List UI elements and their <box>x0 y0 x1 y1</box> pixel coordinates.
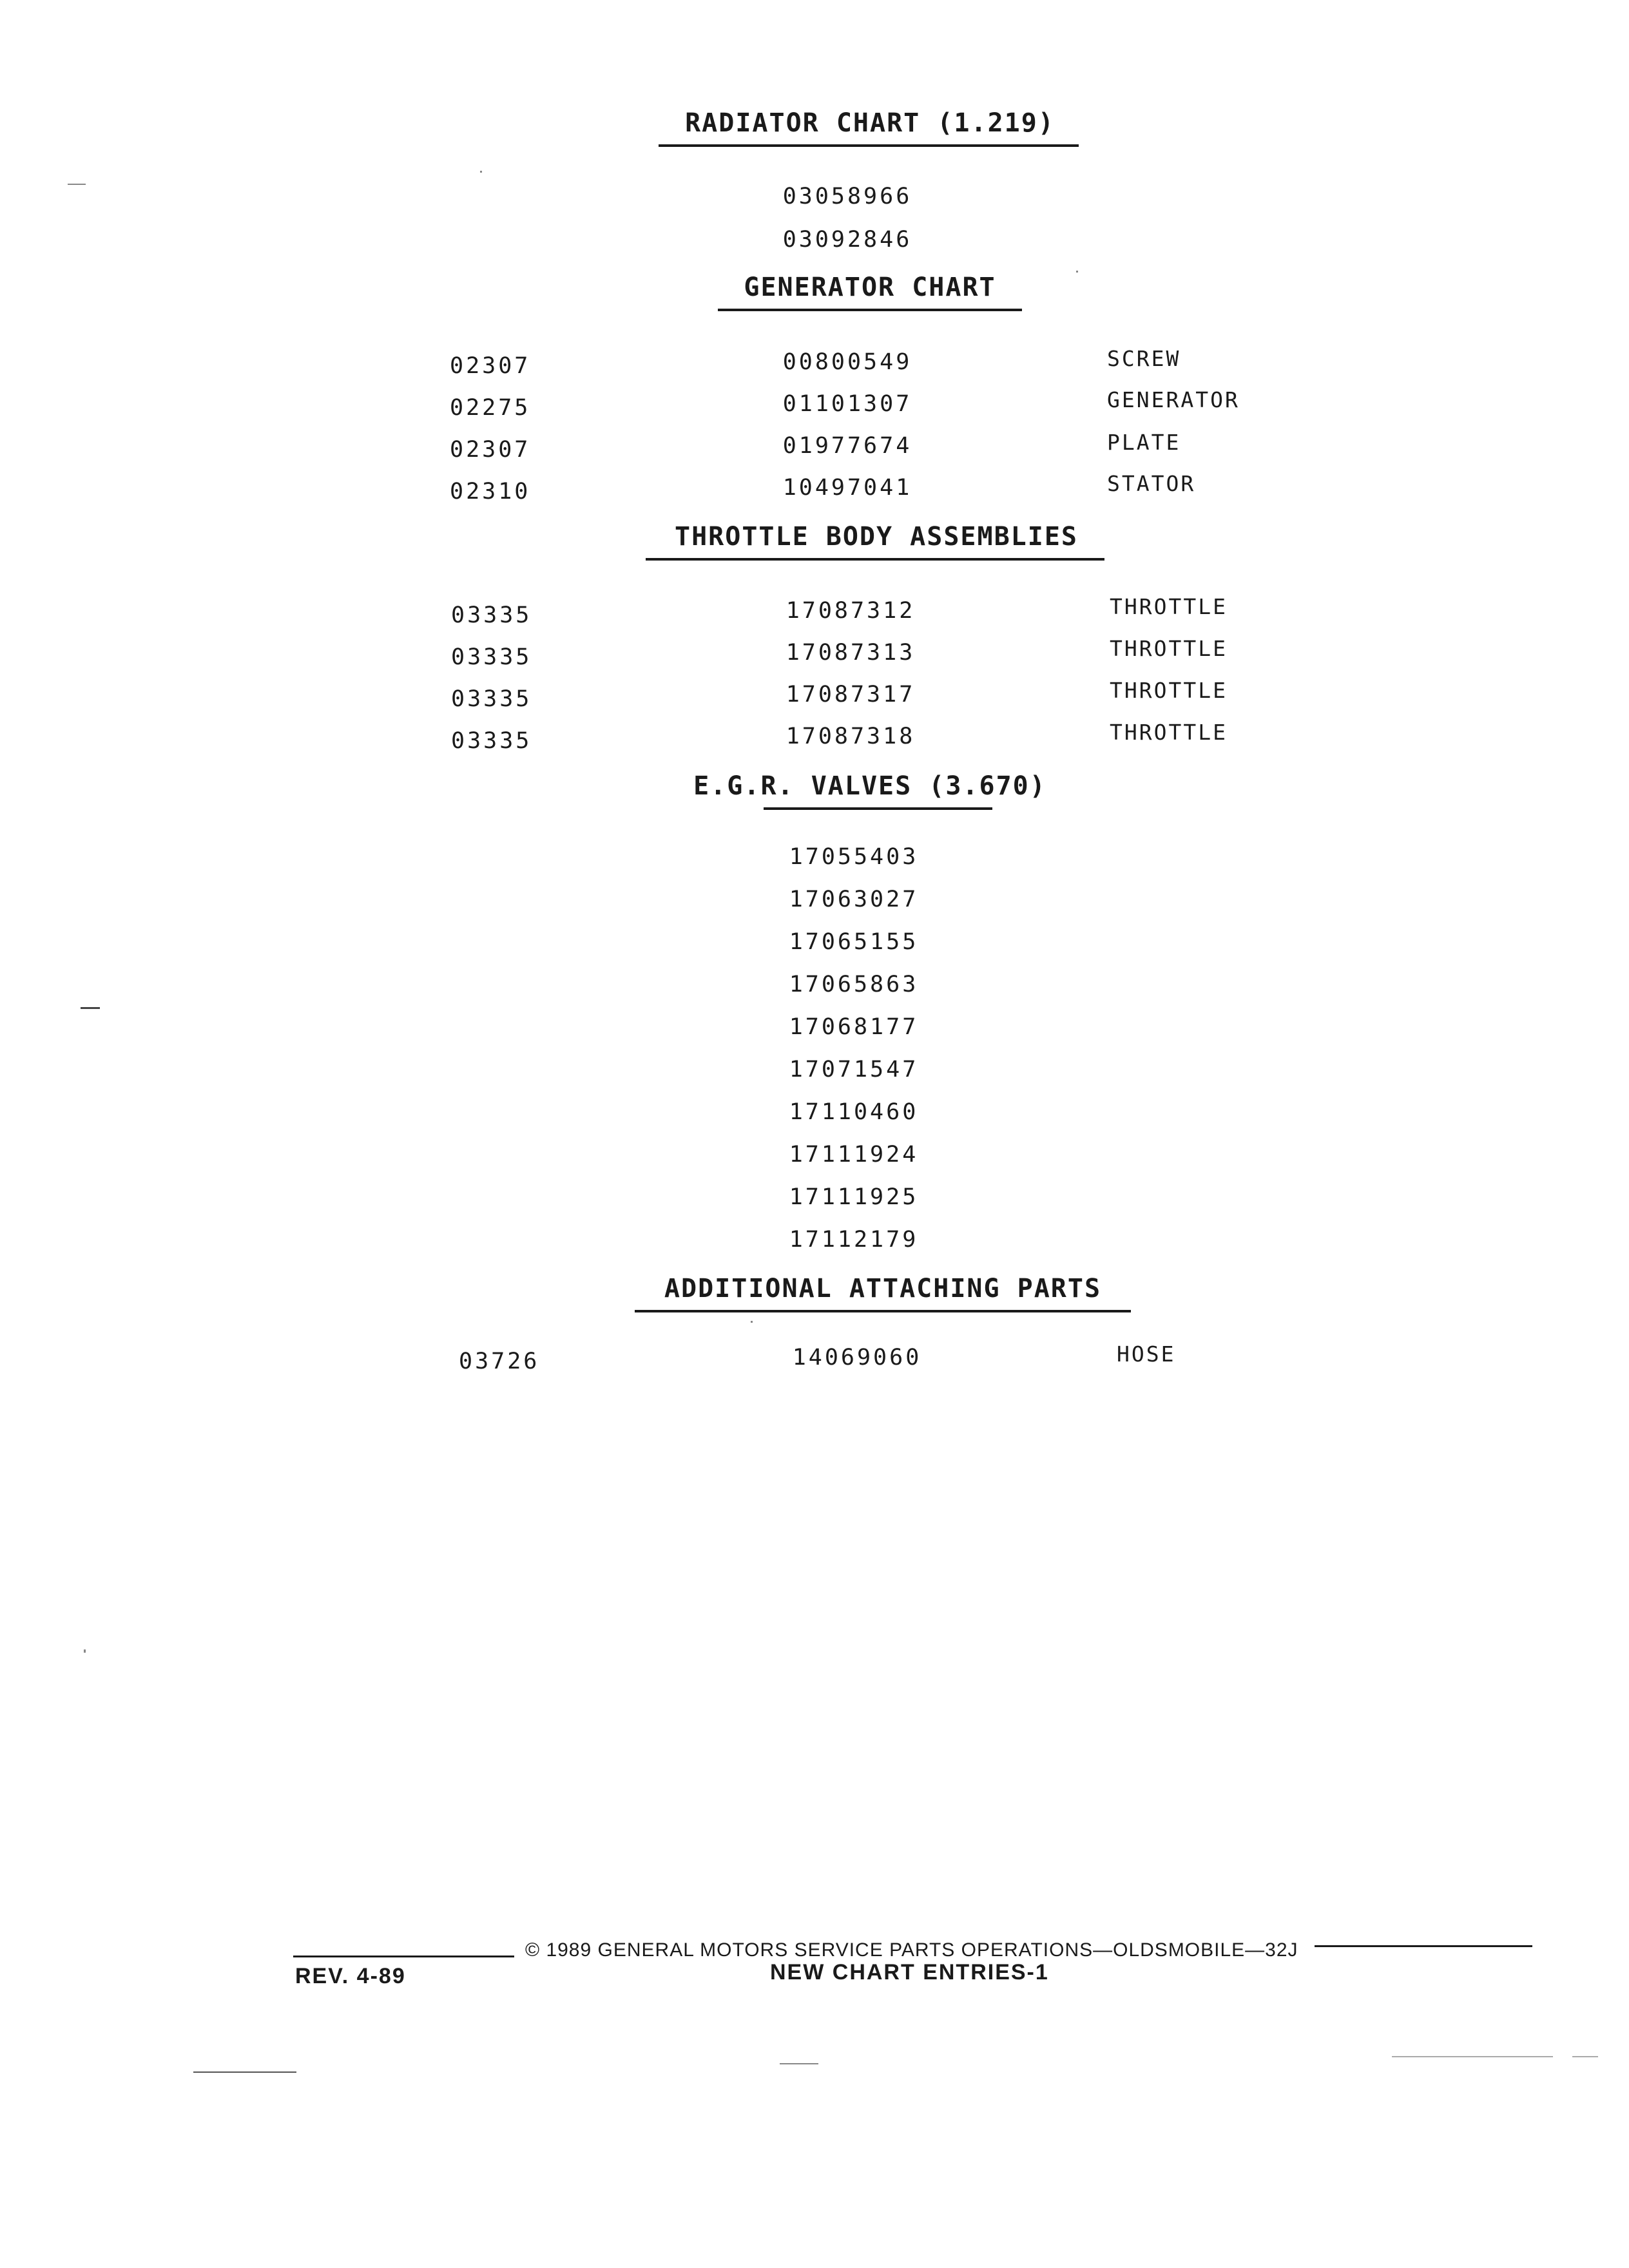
footer-rule-left <box>293 1956 514 1957</box>
additional-parts-title: ADDITIONAL ATTACHING PARTS <box>664 1274 1102 1303</box>
generator-row-desc: GENERATOR <box>1107 387 1240 412</box>
throttle-title-underline <box>646 558 1104 561</box>
scan-mark <box>84 1649 86 1653</box>
page-label: NEW CHART ENTRIES-1 <box>770 1960 1049 1984</box>
egr-part: 17111924 <box>789 1142 919 1168</box>
additional-row-code: 03726 <box>459 1349 540 1374</box>
throttle-row-code: 03335 <box>451 686 532 712</box>
egr-part: 17071547 <box>789 1057 919 1082</box>
footer-rule-right <box>1315 1945 1532 1947</box>
copyright-line: © 1989 GENERAL MOTORS SERVICE PARTS OPERATIONS—OLDSMOBILE—32J <box>525 1939 1298 1961</box>
throttle-row-desc: THROTTLE <box>1110 720 1228 745</box>
throttle-row-code: 03335 <box>451 728 532 754</box>
generator-title-underline <box>718 309 1022 311</box>
scan-mark <box>68 184 86 185</box>
egr-part: 17063027 <box>789 887 919 912</box>
additional-title-underline <box>635 1310 1131 1312</box>
scan-mark <box>780 2063 818 2064</box>
generator-row-desc: PLATE <box>1107 430 1181 455</box>
scan-mark <box>193 2071 296 2073</box>
scan-mark <box>480 171 482 173</box>
generator-row-code: 02310 <box>450 479 531 505</box>
egr-part: 17111925 <box>789 1184 919 1210</box>
throttle-row-desc: THROTTLE <box>1110 636 1228 661</box>
egr-valves-title: E.G.R. VALVES (3.670) <box>693 771 1046 801</box>
generator-row-desc: SCREW <box>1107 346 1181 371</box>
generator-chart-title: GENERATOR CHART <box>744 273 996 302</box>
generator-row-code: 02275 <box>450 395 531 421</box>
revision-label: REV. 4-89 <box>295 1964 406 1988</box>
egr-part: 17112179 <box>789 1227 919 1253</box>
throttle-row-code: 03335 <box>451 644 532 670</box>
radiator-part-2: 03092846 <box>782 227 912 253</box>
generator-row-part: 00800549 <box>782 349 912 375</box>
throttle-row-desc: THROTTLE <box>1110 594 1228 619</box>
throttle-row-part: 17087317 <box>786 682 916 707</box>
throttle-row-desc: THROTTLE <box>1110 678 1228 703</box>
egr-part: 17065155 <box>789 929 919 955</box>
generator-row-code: 02307 <box>450 437 531 463</box>
egr-title-underline <box>764 807 992 810</box>
generator-row-part: 01101307 <box>782 391 912 417</box>
egr-part: 17110460 <box>789 1099 919 1125</box>
additional-row-part: 14069060 <box>792 1345 922 1370</box>
generator-row-desc: STATOR <box>1107 471 1196 496</box>
scan-mark <box>1392 2056 1553 2057</box>
throttle-row-code: 03335 <box>451 602 532 628</box>
scan-mark <box>81 1007 100 1009</box>
egr-part: 17055403 <box>789 844 919 870</box>
egr-part: 17065863 <box>789 972 919 997</box>
throttle-body-title: THROTTLE BODY ASSEMBLIES <box>675 522 1078 552</box>
generator-row-code: 02307 <box>450 353 531 379</box>
throttle-row-part: 17087318 <box>786 724 916 749</box>
throttle-row-part: 17087312 <box>786 598 916 624</box>
scan-mark <box>1076 271 1078 273</box>
scan-mark <box>751 1321 753 1323</box>
generator-row-part: 10497041 <box>782 475 912 501</box>
egr-part: 17068177 <box>789 1014 919 1040</box>
generator-row-part: 01977674 <box>782 433 912 459</box>
radiator-title-underline <box>659 144 1079 147</box>
radiator-chart-title: RADIATOR CHART (1.219) <box>685 108 1055 138</box>
throttle-row-part: 17087313 <box>786 640 916 666</box>
radiator-part-1: 03058966 <box>782 184 912 209</box>
additional-row-desc: HOSE <box>1117 1341 1176 1367</box>
scan-mark <box>1572 2056 1598 2057</box>
